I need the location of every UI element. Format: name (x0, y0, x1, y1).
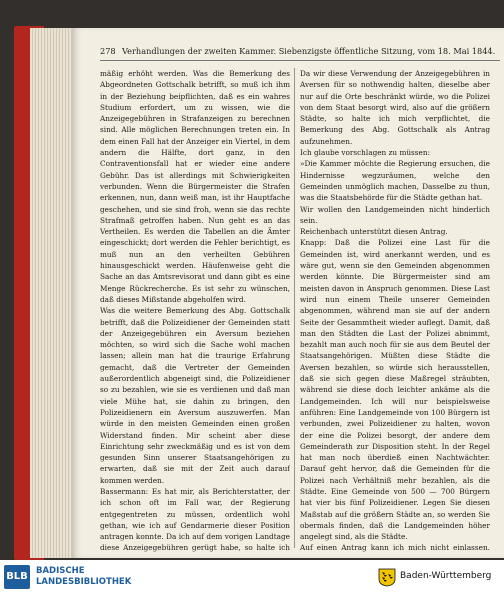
book-page (72, 28, 504, 558)
page-number: 278 (100, 46, 116, 56)
blb-logo[interactable]: BLB (4, 565, 30, 589)
state-name[interactable]: Baden-Württemberg (400, 571, 492, 581)
right-column-text: Da wir diese Verwendung der Anzeigegebühren in Aversen für so nothwendig halten, dieselbe aber nur auf die Orte beschränkt würde, wo die Polizei von dem Staat besorgt wird, also auf die größern Städte, so halte ich mich verpflichtet, die Bemerkung des Abg. Gottschalk als Antrag aufzunehmen. Ich glaube vorschlagen zu müssen: »Die Kammer möchte die Regierung ersuchen, die Hindernisse wegzuräumen, welche den Gemeinden unmöglich machen, Dasselbe zu thun, was die Staatsbehörde für die Städte gethan hat. Wir wollen den Landgemeinden nicht hinderlich sein. Reichenbach unterstützt diesen Antrag. Knapp: Daß die Polizei eine Last für die Gemeinden ist, wird anerkannt werden, und es wäre gut, wenn sie den Gemeinden abgenommen werden könnte. Die Bürgermeister sind am meisten davon in Anspruch genommen. Diese Last wird nun einem Theile unserer Gemeinden abgenommen, während man sie auf der andern Seite der Gesammtheit wieder auflegt. Damit, daß man den Städten die Last der Polizei abnimmt, bezahlt man auch noch für sie aus dem Beutel der Staatsangehörigen. Müßten diese Städte die Aversen bezahlen, so würde sich herausstellen, daß sie sich gegen diese Maßregel sträubten, während sie diese doch leichter ankäme als die Landgemeinden. Ich will nur beispielsweise anführen: Eine Landgemeinde von 100 Bürgern ist verbunden, zwei Polizeidiener zu halten, wovon der eine die Polizei besorgt, der andere dem Gemeinderath zur Disposition steht. In der Regel hat man noch überdieß einen Nachtwächter. Darauf geht hervor, daß die Gemeinden für die Polizei nach Verhältniß mehr bezahlen, als die Städte. Eine Gemeinde von 500 — 700 Bürgern hat vier bis fünf Polizeidiener. Legen Sie diesen Maßstab auf die größern Städte an, so werden Sie obermals finden, daß die Landgemeinden höher angelegt sind, als die Städte. Auf einen Antrag kann ich mich nicht einlassen. (300, 69, 490, 552)
running-head-title: Verhandlungen der zweiten Kammer. Siebenzigste öffentliche Sitzung, vom 18. Mai 1844. (122, 46, 496, 56)
running-header (100, 46, 500, 60)
column-divider (294, 68, 295, 548)
library-name[interactable]: BADISCHE LANDESBIBLIOTHEK (36, 566, 132, 587)
left-column-text: mäßig erhöht werden. Was die Bemerkung des Abgeordneten Gottschalk betrifft, so muß ich ihm in der Beziehung beipflichten, daß es ein wahres Studium erfordert, um zu wissen, wie die Anzeigegebühren in Strafanzeigen zu berechnen sind. Alle möglichen Berechnungen treten ein. In dem einen Fall hat der Anzeiger ein Viertel, in dem andern die Hälfte, dort ganz, in den Contraventionsfall hat er wieder eine andere Gebühr. Das ist allerdings mit Schwierigkeiten verbunden. Wenn die Bürgermeister die Strafen erkennen, nun, dann weiß man, ist ihr Hauptfache geschehen, und sie sind froh, wenn sie das rechte Strafmaß getroffen haben. Nun geht es an das Vertheilen. Es werden die Tabellen an die Ämter eingeschickt; dort werden die Fehler berichtigt, es muß nun an den verheilten Gebühren hinausgeschickt werden. Häufenweise geht die Sache an das Amtsrevisorat und dann gibt es eine Menge Rückrecherche. Es ist sehr zu wünschen, daß dieses Mißstande abgeholfen wird. Was die weitere Bemerkung des Abg. Gottschalk betrifft, daß die Polizeidiener der Gemeinden statt der Anzeigegebühren ein Aversum beziehen möchten, so wird sich die Sache wohl machen lassen; allein man hat die traurige Erfahrung gemacht, daß die Vertreter der Gemeinden außerordentlich abgeneigt sind, die Polizeidiener so zu bezahlen, wie sie es verdienen und daß man viele Mühe hat, sie dahin zu bringen, den Polizeidienern ein Aversum auszuwerfen. Man würde in den meisten Gemeinden einen großen Widerstand finden. Mir scheint aber diese Einrichtung sehr zweckmäßig und es ist von dem gesunden Sinn unserer Staatsangehörigen zu erwarten, daß sie mit der Zeit auch darauf kommen werden. Bassermann: Es hat mir, als Berichterstatter, der ich schon oft im Fall war, der Regierung entgegentreten zu müssen, ordentlich wohl gethan, wie ich auf Gendarmerie dieser Position antragen konnte. Da ich auf dem vorigen Landtage diese Anzeigegebühren gerügt habe, so halte ich (100, 69, 290, 552)
baden-wuerttemberg-lions-icon (378, 567, 396, 587)
header-rule (100, 60, 500, 61)
footer-bar (0, 560, 504, 593)
